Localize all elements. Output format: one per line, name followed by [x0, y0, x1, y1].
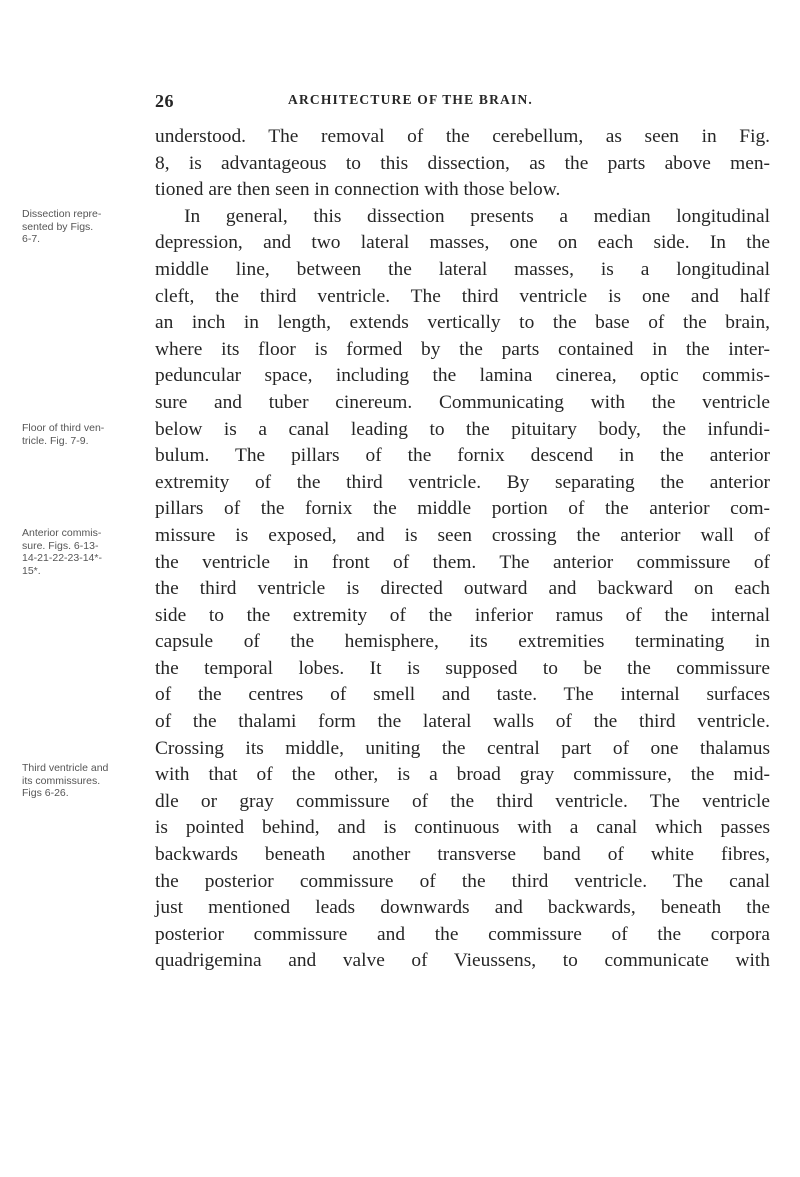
- body-line: peduncular space, including the lamina cinerea, optic commis-: [155, 365, 770, 387]
- body-line: missure is exposed, and is seen crossing the anterior wall of: [155, 524, 770, 546]
- body-line: with that of the other, is a broad gray commissure, the mid-: [155, 764, 770, 786]
- body-line: the temporal lobes. It is supposed to be the commissure: [155, 657, 770, 679]
- body-line: In general, this dissection presents a median longitudinal: [184, 205, 770, 227]
- margin-note-line: Figs 6-26.: [22, 787, 69, 799]
- margin-note-line: its commissures.: [22, 774, 101, 787]
- body-line: an inch in length, extends vertically to the base of the brain,: [155, 312, 770, 334]
- body-line: the third ventricle is directed outward and backward on each: [155, 578, 770, 600]
- margin-note-line: tricle. Fig. 7-9.: [22, 434, 89, 447]
- body-line: is pointed behind, and is continuous with a canal which passes: [155, 817, 770, 839]
- body-line: the ventricle in front of them. The anterior commissure of: [155, 551, 770, 573]
- margin-note-line: Dissection repre-: [22, 208, 102, 220]
- running-title: ARCHITECTURE OF THE BRAIN.: [288, 92, 533, 107]
- margin-note-third-ventricle: [22, 762, 134, 800]
- margin-note-line: sure. Figs. 6-13-: [22, 539, 99, 552]
- body-line: tioned are then seen in connection with those below.: [155, 179, 561, 201]
- body-line: sure and tuber cinereum. Communicating with the ventricle: [155, 391, 770, 413]
- body-line: of the thalami form the lateral walls of the third ventricle.: [155, 711, 770, 733]
- margin-note-line: sented by Figs.: [22, 220, 94, 233]
- body-line: posterior commissure and the commissure of the corpora: [155, 923, 770, 945]
- body-line: Crossing its middle, uniting the central part of one thalamus: [155, 737, 770, 759]
- margin-note-line: Third ventricle and: [22, 762, 109, 774]
- body-line: extremity of the third ventricle. By separating the anterior: [155, 471, 770, 493]
- body-line: understood. The removal of the cerebellum, as seen in Fig.: [155, 126, 770, 147]
- body-line: cleft, the third ventricle. The third ventricle is one and half: [155, 285, 770, 307]
- body-line: the posterior commissure of the third ventricle. The canal: [155, 870, 770, 892]
- body-text: [155, 124, 770, 975]
- margin-note-anterior-commissure: [22, 527, 134, 577]
- body-line: just mentioned leads downwards and backwards, beneath the: [155, 897, 770, 919]
- margin-note-line: 6-7.: [22, 233, 41, 245]
- body-line: where its floor is formed by the parts contained in the inter-: [155, 338, 770, 360]
- body-line: quadrigemina and valve of Vieussens, to communicate with: [155, 950, 770, 972]
- body-line: bulum. The pillars of the fornix descend in the anterior: [155, 445, 770, 467]
- body-line: dle or gray commissure of the third ventricle. The ventricle: [155, 790, 770, 812]
- margin-note-line: Anterior commis-: [22, 527, 102, 539]
- margin-note-floor: [22, 422, 134, 447]
- body-line: of the centres of smell and taste. The internal surfaces: [155, 684, 770, 706]
- body-line: depression, and two lateral masses, one on each side. In the: [155, 232, 770, 254]
- margin-note-dissection: [22, 208, 134, 246]
- body-line: below is a canal leading to the pituitary body, the infundi-: [155, 418, 770, 440]
- body-line: side to the extremity of the inferior ramus of the internal: [155, 604, 770, 626]
- page-number: 26: [155, 91, 174, 111]
- body-line: capsule of the hemisphere, its extremities terminating in: [155, 631, 770, 653]
- margin-note-line: 14-21-22-23-14*-: [22, 552, 102, 564]
- margin-note-line: 15*.: [22, 564, 41, 577]
- body-line: pillars of the fornix the middle portion of the anterior com-: [155, 498, 770, 520]
- body-line: 8, is advantageous to this dissection, as the parts above men-: [155, 152, 770, 174]
- body-line: backwards beneath another transverse band of white fibres,: [155, 844, 770, 866]
- body-line: middle line, between the lateral masses, is a longitudinal: [155, 258, 770, 280]
- margin-note-line: Floor of third ven-: [22, 422, 105, 434]
